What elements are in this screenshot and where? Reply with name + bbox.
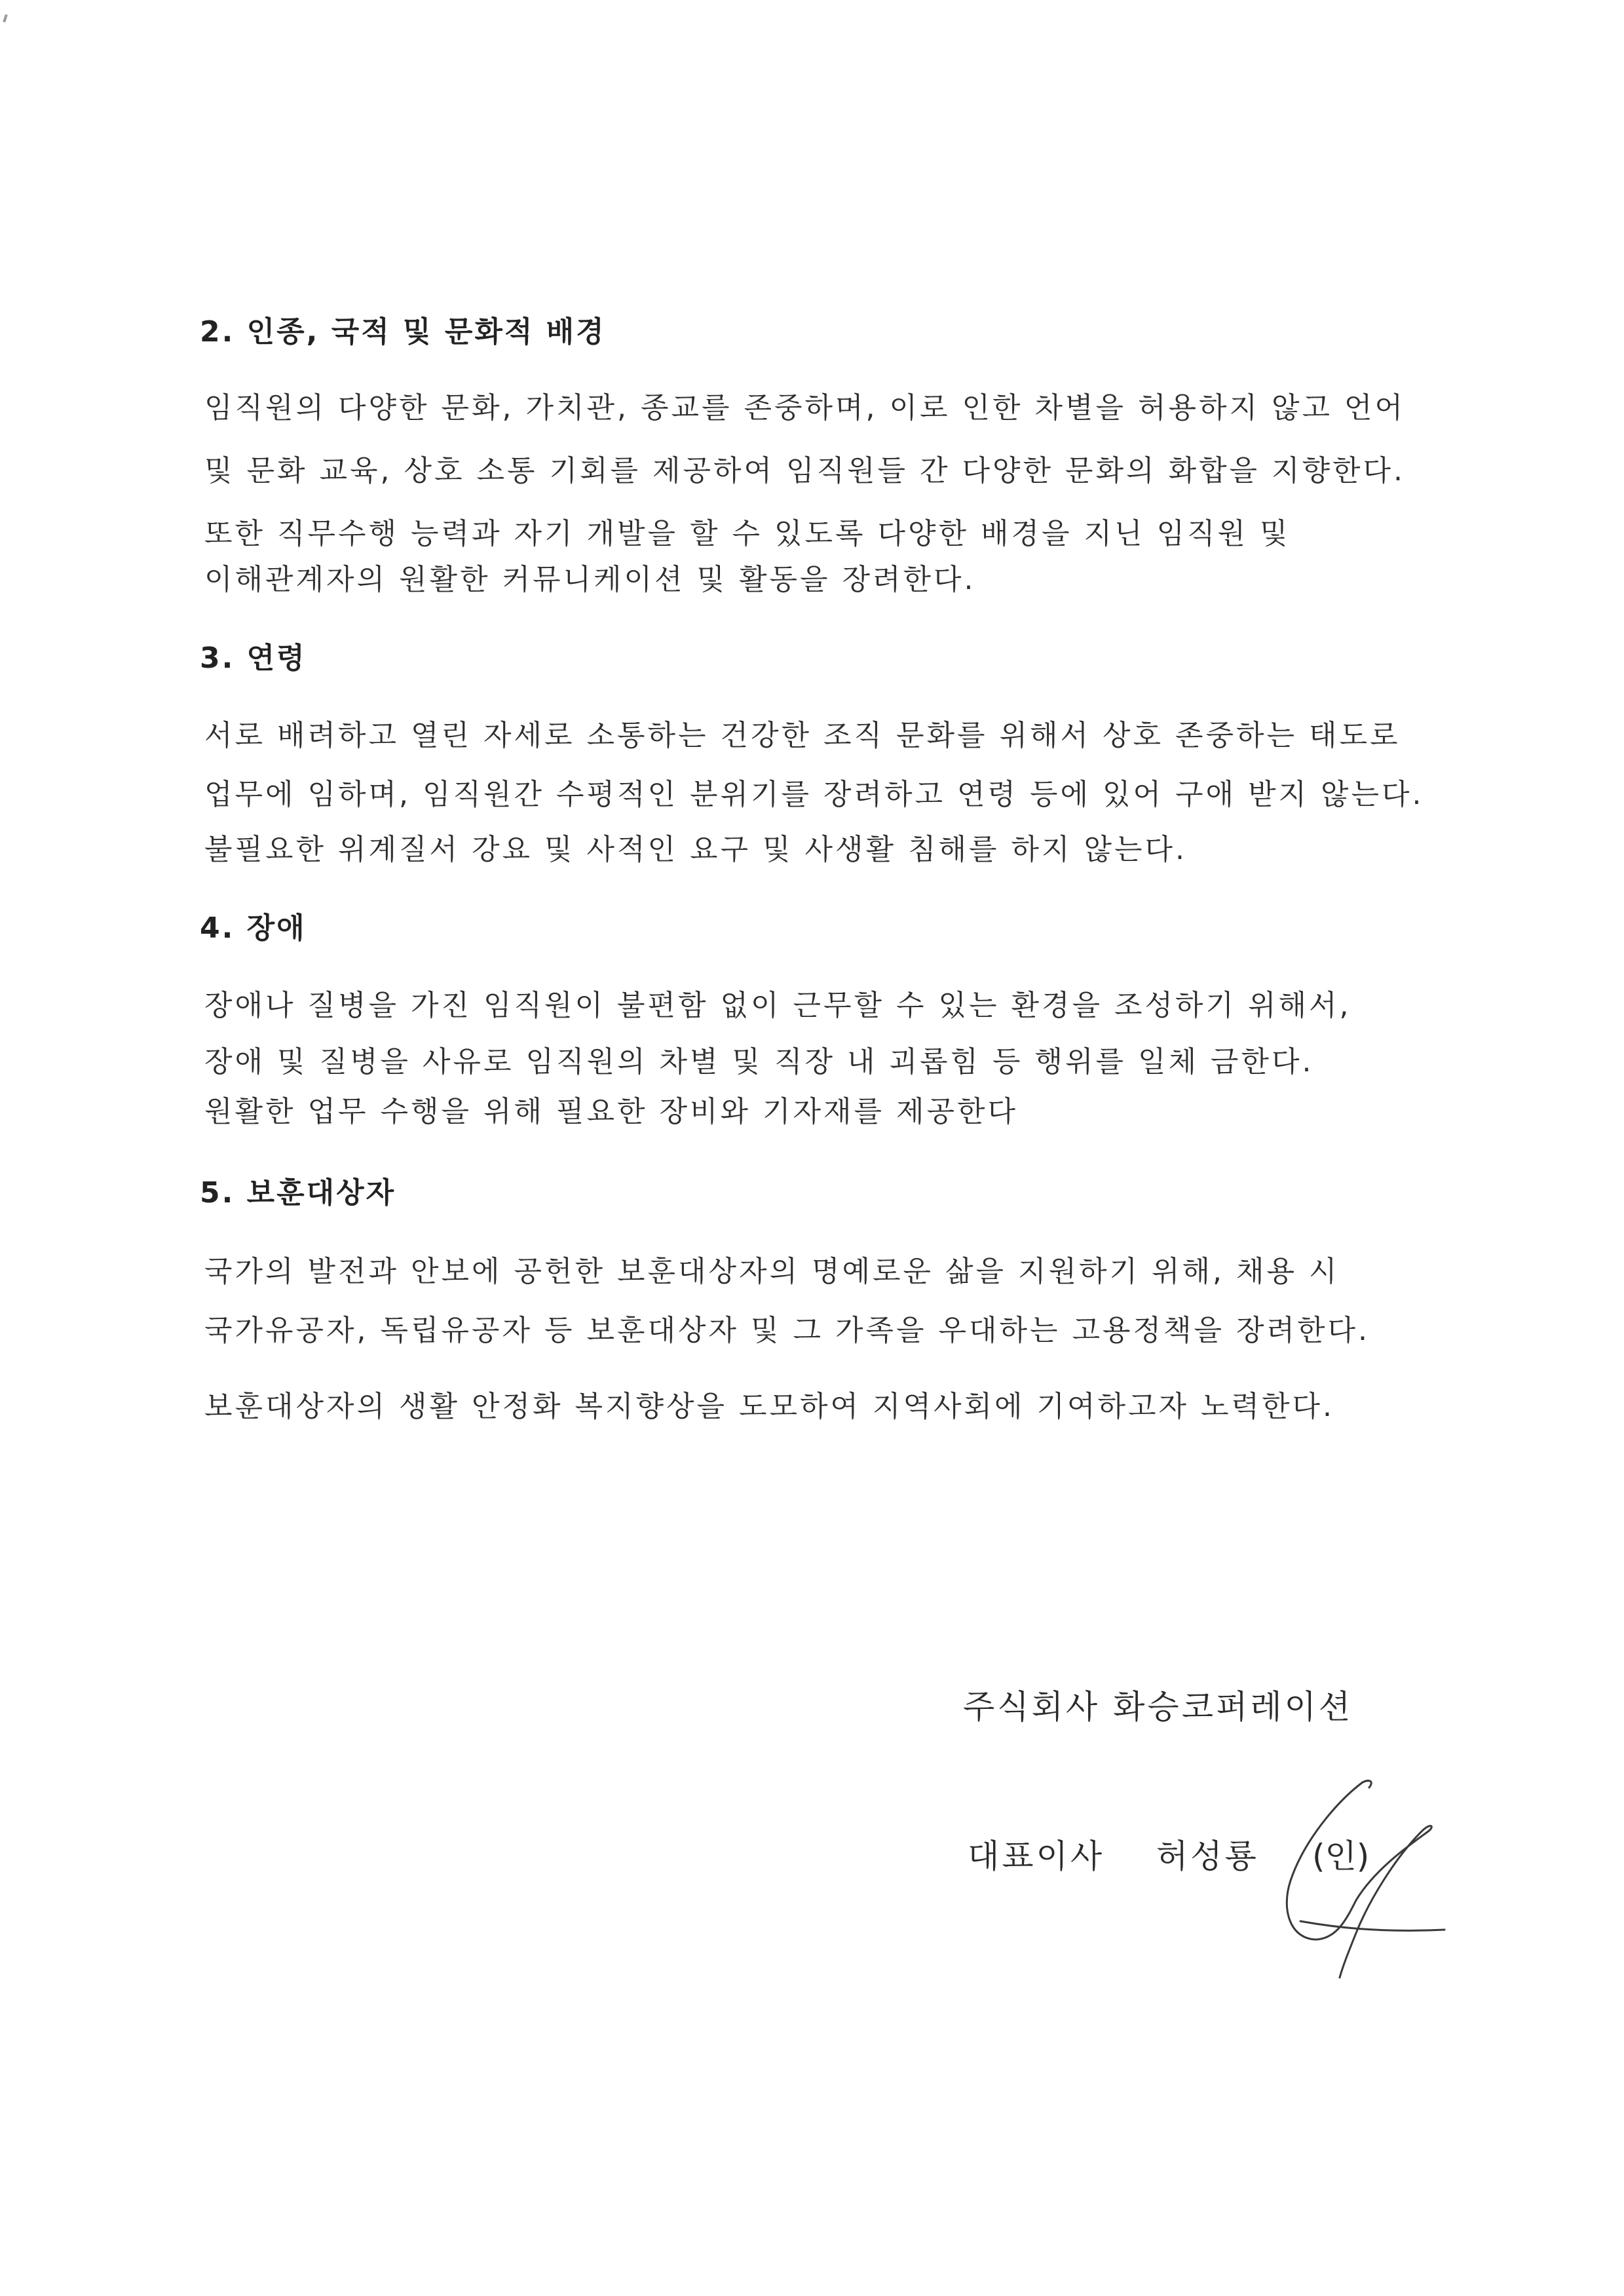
- handwritten-signature: [1264, 1769, 1448, 1985]
- section-2-line-3: 또한 직무수행 능력과 자기 개발을 할 수 있도록 다양한 배경을 지닌 임직원 및: [204, 517, 1291, 550]
- section-2-line-1: 임직원의 다양한 문화, 가치관, 종교를 존중하며, 이로 인한 차별을 허용하지 않고 언어: [204, 391, 1405, 425]
- section-2-line-4: 이해관계자의 원활한 커뮤니케이션 및 활동을 장려한다.: [204, 563, 976, 596]
- section-3-line-3: 불필요한 위계질서 강요 및 사적인 요구 및 사생활 침해를 하지 않는다.: [204, 833, 1187, 866]
- section-heading-4: 4. 장애: [200, 911, 307, 945]
- section-3-line-1: 서로 배려하고 열린 자세로 소통하는 건강한 조직 문화를 위해서 상호 존중하는 태도로: [204, 719, 1401, 752]
- section-3-line-2: 업무에 임하며, 임직원간 수평적인 분위기를 장려하고 연령 등에 있어 구애 받지 않는다.: [204, 778, 1424, 811]
- section-heading-2: 2. 인종, 국적 및 문화적 배경: [200, 315, 606, 349]
- section-5-line-3: 보훈대상자의 생활 안정화 복지향상을 도모하여 지역사회에 기여하고자 노력한다.: [204, 1390, 1335, 1423]
- section-heading-3: 3. 연령: [200, 641, 307, 675]
- section-2-line-2: 및 문화 교육, 상호 소통 기회를 제공하여 임직원들 간 다양한 문화의 화합을 지향한다.: [204, 454, 1405, 488]
- section-4-line-1: 장애나 질병을 가진 임직원이 불편함 없이 근무할 수 있는 환경을 조성하기 위해서,: [204, 989, 1351, 1022]
- section-4-line-2: 장애 및 질병을 사유로 임직원의 차별 및 직장 내 괴롭힘 등 행위를 일체 금한다.: [204, 1045, 1314, 1079]
- company-name: 주식회사 화승코퍼레이션: [963, 1688, 1353, 1726]
- seal-mark: (인): [1312, 1837, 1370, 1875]
- ceo-title: 대표이사: [968, 1837, 1105, 1875]
- section-5-line-2: 국가유공자, 독립유공자 등 보훈대상자 및 그 가족을 우대하는 고용정책을 장려한다.: [204, 1314, 1370, 1347]
- section-5-line-1: 국가의 발전과 안보에 공헌한 보훈대상자의 명예로운 삶을 지원하기 위해, 채용 시: [204, 1255, 1340, 1288]
- ceo-name: 허성룡: [1156, 1837, 1259, 1875]
- section-4-line-3: 원활한 업무 수행을 위해 필요한 장비와 기자재를 제공한다: [204, 1095, 1018, 1128]
- section-heading-5: 5. 보훈대상자: [200, 1176, 396, 1210]
- scan-artifact: [3, 14, 8, 23]
